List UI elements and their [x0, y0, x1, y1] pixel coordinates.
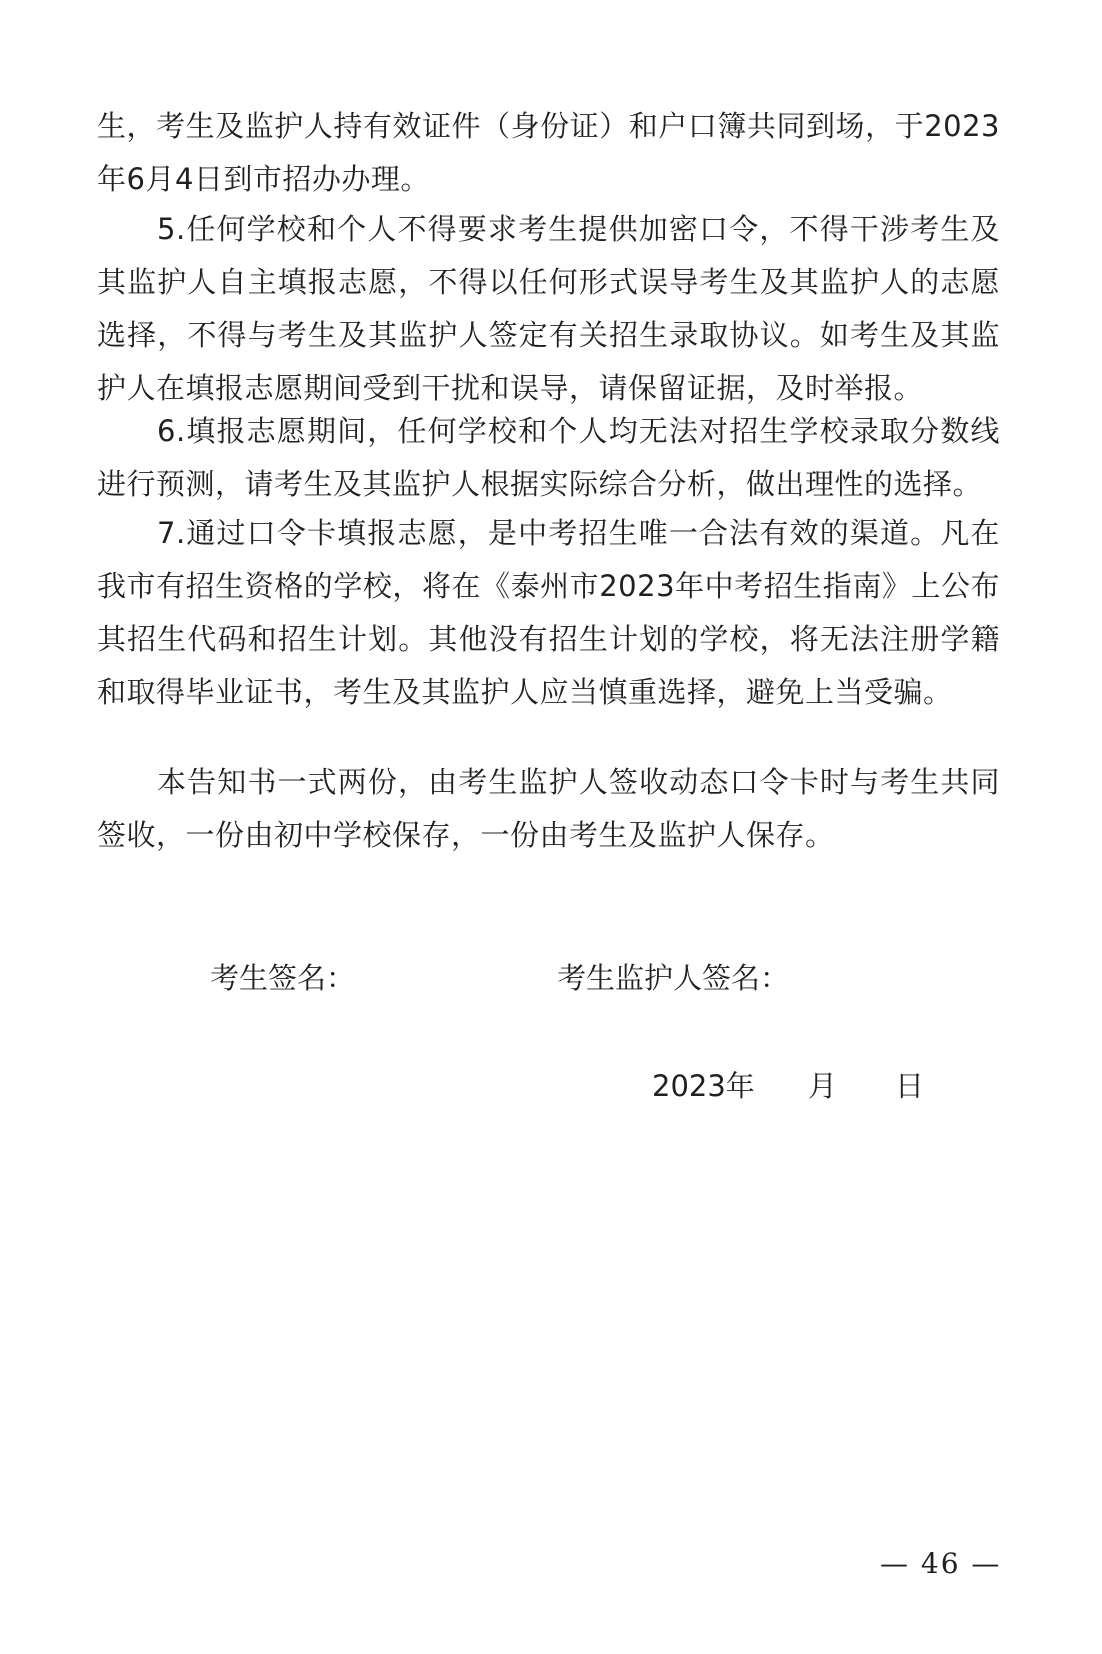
- paragraph-notice: 本告知书一式两份，由考生监护人签收动态口令卡时与考生共同签收，一份由初中学校保存，一份由考生及监护人保存。: [97, 765, 1000, 852]
- date-year: 2023年: [652, 1069, 755, 1103]
- paragraph-item-6: 6.填报志愿期间，任何学校和个人均无法对招生学校录取分数线进行预测，请考生及其监护人根据实际综合分析，做出理性的选择。: [97, 414, 1000, 501]
- student-signature-label: 考生签名：: [210, 961, 356, 995]
- guardian-signature-label: 考生监护人签名：: [557, 961, 790, 995]
- paragraph-item-7: 7.通过口令卡填报志愿，是中考招生唯一合法有效的渠道。凡在我市有招生资格的学校，将在《泰州市2023年中考招生指南》上公布其招生代码和招生计划。其他没有招生计划的学校，将无法注册学籍和取得毕业证书，考生及其监护人应当慎重选择，避免上当受骗。: [97, 516, 1000, 709]
- page-number: — 46 —: [880, 1547, 1002, 1580]
- date-day: 日: [895, 1069, 925, 1103]
- date-month: 月: [808, 1069, 838, 1103]
- paragraph-continuation: 生，考生及监护人持有效证件（身份证）和户口簿共同到场，于2023年6月4日到市招办办理。: [97, 109, 1000, 196]
- paragraph-item-5: 5.任何学校和个人不得要求考生提供加密口令，不得干涉考生及其监护人自主填报志愿，不得以任何形式误导考生及其监护人的志愿选择，不得与考生及其监护人签定有关招生录取协议。如考生及其监护人在填报志愿期间受到干扰和误导，请保留证据，及时举报。: [97, 212, 1000, 405]
